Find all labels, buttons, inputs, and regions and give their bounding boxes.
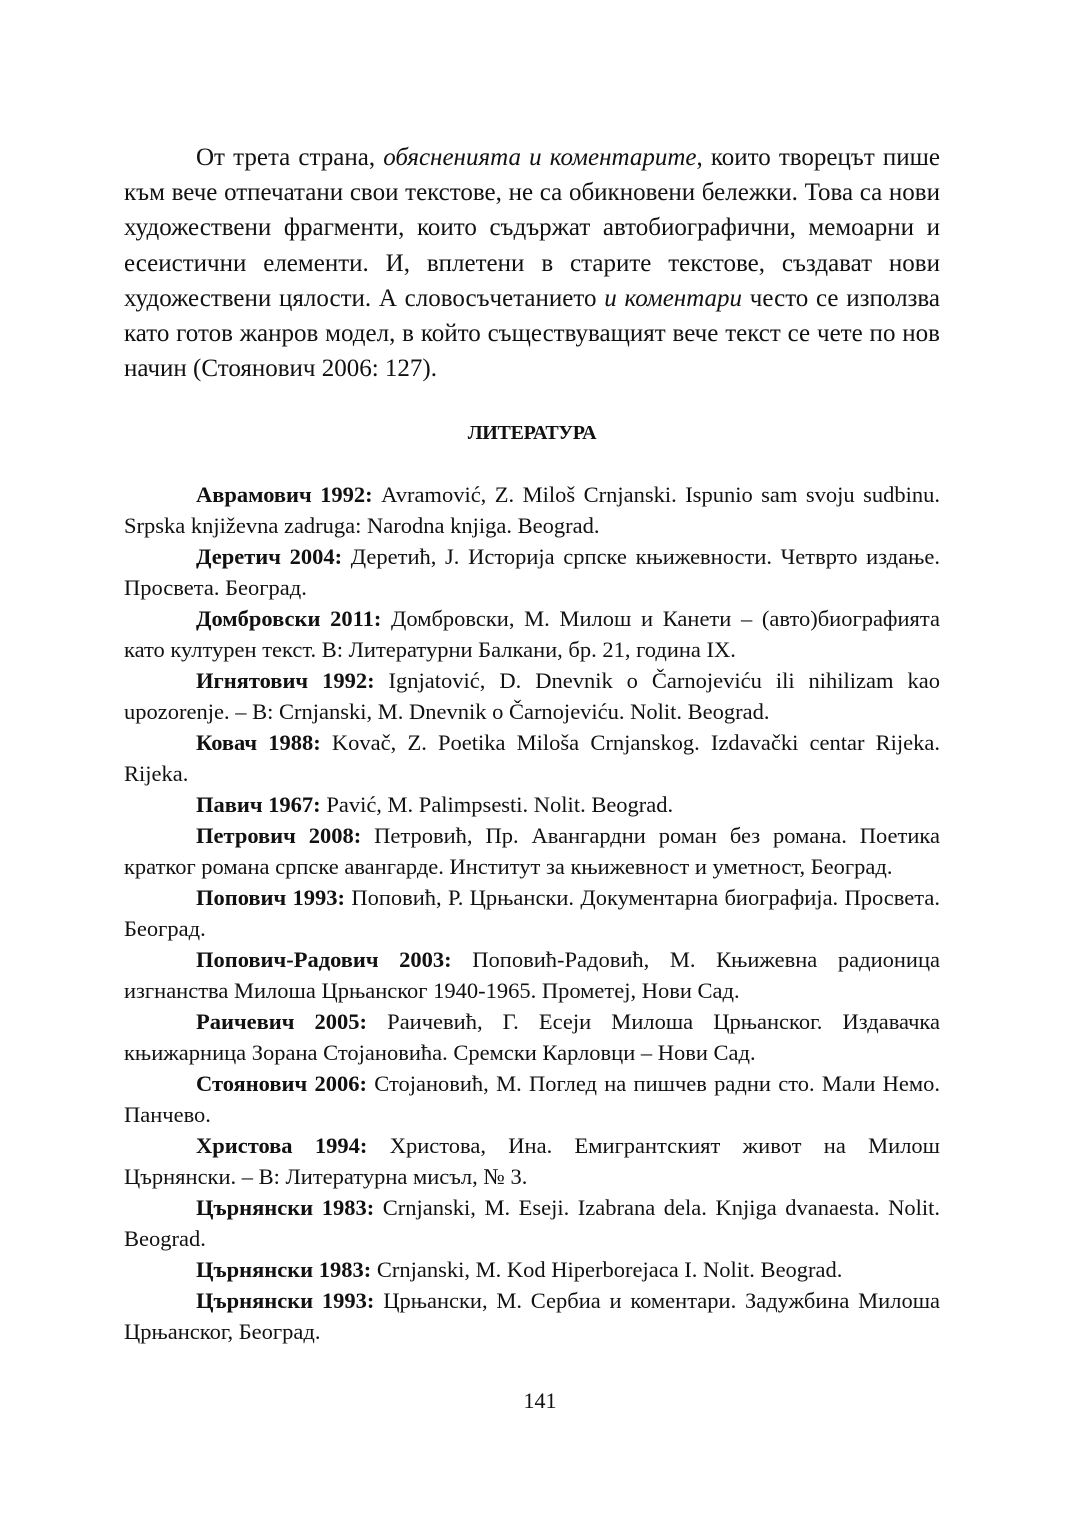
bibliography-entry	[124, 882, 940, 944]
entry-text: Петровић, Пр. Авангардни роман без романа. Поетика кратког романа српске авангарде. Институт за књижевност и уметност, Београд.	[124, 823, 940, 880]
bibliography-entry	[124, 1006, 940, 1068]
entry-text: Crnjanski, M. Eseji. Izabrana dela. Knjiga dvanaesta. Nolit. Beograd.	[124, 1195, 941, 1252]
page-number: 141	[523, 1388, 557, 1413]
bibliography-entry	[124, 479, 940, 541]
entry-key: Попович-Радович 2003:	[196, 947, 452, 973]
paragraph-text: , които творецът пише към вече отпечатани свои текстове, не са обикновени бележки. Това са нови художествени фрагменти, които съдържат автобиографични, мемоарни и есеистични елементи. И, вплетени в старите текстове, създават нови художествени цялости. А словосъчетанието	[124, 144, 941, 312]
bibliography-heading: ЛИТЕРАТУРА	[467, 422, 597, 445]
entry-key: Ковач 1988:	[196, 730, 321, 756]
bibliography-entry	[124, 1254, 940, 1285]
entry-key: Църнянски 1983:	[196, 1195, 375, 1221]
paragraph-text: От трета страна,	[196, 144, 384, 171]
bibliography-entry	[124, 1192, 940, 1254]
entry-text: Домбровски, М. Милош и Канети – (авто)биографията като културен текст. В: Литературни Балкани, бр. 21, година IX.	[124, 606, 940, 663]
entry-text: Поповић, Р. Црњански. Документарна биографија. Просвета. Београд.	[124, 885, 940, 942]
bibliography-entry	[124, 789, 940, 820]
entry-key: Църнянски 1983:	[196, 1257, 372, 1283]
bibliography-entry	[124, 1130, 940, 1192]
entry-key: Стоянович 2006:	[196, 1071, 367, 1097]
page-content	[124, 140, 940, 1347]
entry-text: Деретић, J. Историја српске књижевности. Четврто издање. Просвета. Београд.	[124, 544, 940, 601]
entry-text: Pavić, M. Palimpsesti. Nolit. Beograd.	[320, 792, 674, 818]
entry-text: Раичевић, Г. Есеји Милоша Црњанског. Издавачка књижарница Зорана Стојановића. Сремски Карловци – Нови Сад.	[124, 1009, 940, 1066]
bibliography-entry	[124, 944, 940, 1006]
entry-key: Аврамович 1992:	[196, 482, 373, 508]
bibliography-entry	[124, 727, 940, 789]
entry-key: Раичевич 2005:	[196, 1009, 368, 1035]
entry-key: Попович 1993:	[196, 885, 346, 911]
bibliography-entry	[124, 1285, 940, 1347]
entry-text: Црњански, М. Сербиа и коментари. Задужбина Милоша Црњанског, Београд.	[124, 1288, 941, 1345]
entry-key: Павич 1967:	[196, 792, 321, 818]
bibliography-entry	[124, 1068, 940, 1130]
entry-text: Стојановић, М. Поглед на пишчев радни сто. Мали Немо. Панчево.	[124, 1071, 941, 1128]
entry-key: Деретич 2004:	[196, 544, 343, 570]
bibliography-entry	[124, 603, 940, 665]
entry-text: Crnjanski, M. Kod Hiperborejaca I. Nolit. Beograd.	[371, 1257, 843, 1283]
entry-text: Avramović, Z. Miloš Crnjanski. Ispunio sam svoju sudbinu. Srpska književna zadruga: Narodna knjiga. Beograd.	[124, 482, 940, 539]
entry-key: Домбровски 2011:	[196, 606, 382, 632]
italic-phrase: обясненията и коментарите	[383, 144, 697, 171]
bibliography-list	[124, 479, 940, 1347]
entry-key: Църнянски 1993:	[196, 1288, 375, 1314]
entry-text: Kovač, Z. Poetika Miloša Crnjanskog. Izdavački centar Rijeka. Rijeka.	[124, 730, 940, 787]
entry-text: Христова, Ина. Емигрантският живот на Милош Църнянски. – В: Литературна мисъл, № 3.	[124, 1133, 940, 1190]
entry-text: Ignjatović, D. Dnevnik o Čarnojeviću ili nihilizam kao upozorenje. – В: Crnjanski, M. Dnevnik o Čarnojeviću. Nolit. Beograd.	[124, 668, 940, 725]
paragraph-text: често се използва като готов жанров модел, в който съществуващият вече текст се чете по нов начин (Стоянович 2006: 127).	[124, 284, 940, 383]
entry-key: Христова 1994:	[196, 1133, 368, 1159]
entry-key: Игнятович 1992:	[196, 668, 375, 694]
bibliography-entry	[124, 541, 940, 603]
bibliography-entry	[124, 820, 940, 882]
entry-text: Поповић-Радовић, М. Књижевна радионица изгнанства Милоша Црњанског 1940-1965. Прометеј, Нови Сад.	[124, 947, 940, 1004]
entry-key: Петрович 2008:	[196, 823, 362, 849]
body-paragraph	[124, 140, 940, 386]
italic-phrase: и коментари	[604, 284, 743, 312]
bibliography-entry	[124, 665, 940, 727]
